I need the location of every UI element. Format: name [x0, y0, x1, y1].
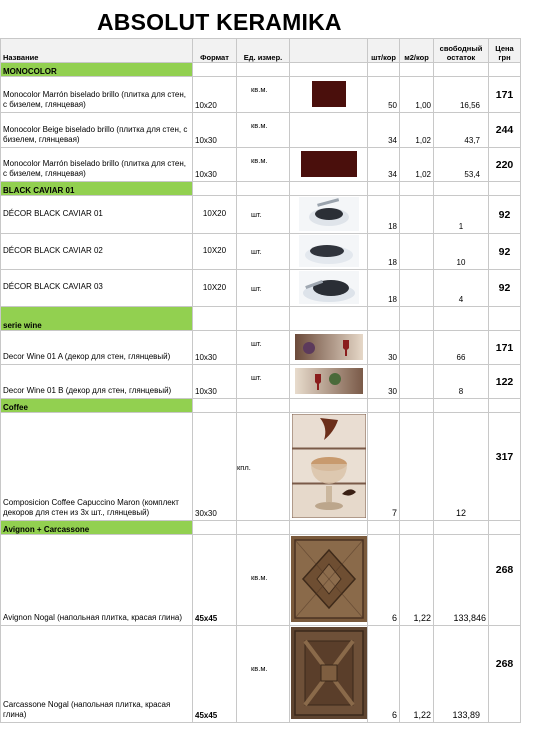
product-image [290, 331, 368, 365]
price: 92 [489, 234, 521, 270]
table-row [1, 113, 521, 148]
per-box: 50 [368, 77, 400, 113]
product-image [290, 113, 368, 148]
product-image [290, 270, 368, 307]
tile-swatch-brown [301, 151, 357, 177]
stock: 53,4 [434, 148, 489, 182]
per-box: 34 [368, 113, 400, 148]
product-format: 10X20 [193, 270, 237, 307]
m2-box: 1,02 [400, 113, 434, 148]
product-name: DÉCOR BLACK CAVIAR 01 [1, 196, 193, 234]
section-row [1, 307, 521, 331]
m2-box [400, 234, 434, 270]
per-box: 6 [368, 626, 400, 723]
price: 268 [489, 535, 521, 626]
price: 244 [489, 113, 521, 148]
price: 122 [489, 365, 521, 399]
product-format: 10X20 [193, 196, 237, 234]
m2-box [400, 331, 434, 365]
m2-box: 1,02 [400, 148, 434, 182]
price: 92 [489, 270, 521, 307]
product-unit: шт. [237, 270, 290, 307]
product-unit: кв.м. [237, 148, 290, 182]
table-row [1, 234, 521, 270]
product-format: 10x30 [193, 365, 237, 399]
product-name: Decor Wine 01 A (декор для стен, глянцевый) [1, 331, 193, 365]
m2-box [400, 413, 434, 521]
product-image [290, 365, 368, 399]
product-name: Decor Wine 01 B (декор для стен, глянцевый) [1, 365, 193, 399]
table-row [1, 196, 521, 234]
per-box: 30 [368, 365, 400, 399]
per-box: 7 [368, 413, 400, 521]
header-name: Название [1, 39, 193, 63]
product-format: 30x30 [193, 413, 237, 521]
product-unit: кв.м. [237, 77, 290, 113]
wine-decor-image [295, 334, 363, 360]
header-image [290, 39, 368, 63]
price: 171 [489, 331, 521, 365]
table-row [1, 626, 521, 723]
m2-box [400, 365, 434, 399]
product-format: 10x30 [193, 113, 237, 148]
product-name: Carcassone Nogal (напольная плитка, красая глина) [1, 626, 193, 723]
stock: 12 [434, 413, 489, 521]
section-title: BLACK CAVIAR 01 [1, 182, 193, 196]
product-image [290, 148, 368, 182]
price: 92 [489, 196, 521, 234]
product-name: Monocolor Marrón biselado brillo (плитка для стен, с бизелем, глянцевая) [1, 77, 193, 113]
table-row [1, 148, 521, 182]
price-table [0, 38, 521, 723]
m2-box [400, 196, 434, 234]
product-unit: кв.м. [237, 113, 290, 148]
section-row [1, 399, 521, 413]
product-name: Monocolor Beige biselado brillo (плитка для стен, с бизелем, глянцевая) [1, 113, 193, 148]
stock: 4 [434, 270, 489, 307]
header-unit: Ед. измер. [237, 39, 290, 63]
product-image [290, 626, 368, 723]
table-row [1, 77, 521, 113]
section-title: serie wine [1, 307, 193, 331]
product-format: 10x30 [193, 331, 237, 365]
tile-swatch-brown [312, 81, 346, 107]
section-title: Avignon + Carcassone [1, 521, 193, 535]
per-box: 18 [368, 196, 400, 234]
price: 171 [489, 77, 521, 113]
product-unit: кпл. [237, 413, 290, 521]
product-format: 45x45 [193, 626, 237, 723]
header-format: Формат [193, 39, 237, 63]
product-format: 45x45 [193, 535, 237, 626]
product-unit: шт. [237, 365, 290, 399]
product-unit: шт. [237, 331, 290, 365]
per-box: 18 [368, 270, 400, 307]
product-format: 10X20 [193, 234, 237, 270]
per-box: 18 [368, 234, 400, 270]
price: 317 [489, 413, 521, 521]
m2-box: 1,22 [400, 626, 434, 723]
stock: 16,56 [434, 77, 489, 113]
m2-box: 1,00 [400, 77, 434, 113]
product-image [290, 535, 368, 626]
floor-tile-image [291, 627, 367, 719]
section-title: MONOCOLOR [1, 63, 193, 77]
m2-box [400, 270, 434, 307]
per-box: 30 [368, 331, 400, 365]
product-name: Avignon Nogal (напольная плитка, красая глина) [1, 535, 193, 626]
stock: 133,89 [434, 626, 489, 723]
product-image [290, 196, 368, 234]
price: 220 [489, 148, 521, 182]
header-m2-box: м2/кор [400, 39, 434, 63]
table-row [1, 270, 521, 307]
header-stock: свободный остаток [434, 39, 489, 63]
document-title: ABSOLUT KERAMIKA [97, 9, 342, 35]
product-name: Monocolor Marrón biselado brillo (плитка для стен, с бизелем, глянцевая) [1, 148, 193, 182]
product-name: DÉCOR BLACK CAVIAR 02 [1, 234, 193, 270]
section-row [1, 521, 521, 535]
section-row [1, 63, 521, 77]
product-image [290, 413, 368, 521]
table-row [1, 535, 521, 626]
m2-box: 1,22 [400, 535, 434, 626]
stock: 8 [434, 365, 489, 399]
product-name: Composicion Coffee Capuccino Maron (комплект декоров для стен из 3х шт., глянцевый) [1, 413, 193, 521]
stock: 10 [434, 234, 489, 270]
header-price: Цена грн [489, 39, 521, 63]
caviar-bowl-image [299, 235, 359, 267]
table-row [1, 331, 521, 365]
product-unit: кв.м. [237, 535, 290, 626]
product-format: 10x30 [193, 148, 237, 182]
per-box: 34 [368, 148, 400, 182]
product-unit: шт. [237, 234, 290, 270]
stock: 1 [434, 196, 489, 234]
product-unit: кв.м. [237, 626, 290, 723]
caviar-bowl-image [299, 197, 359, 231]
product-unit: шт. [237, 196, 290, 234]
product-format: 10x20 [193, 77, 237, 113]
caviar-bowl-image [299, 271, 359, 304]
product-name: DÉCOR BLACK CAVIAR 03 [1, 270, 193, 307]
product-image [290, 234, 368, 270]
table-header-row [1, 39, 521, 63]
table-row [1, 413, 521, 521]
stock: 43,7 [434, 113, 489, 148]
floor-tile-image [291, 536, 367, 622]
price: 268 [489, 626, 521, 723]
coffee-decor-image [292, 414, 366, 518]
stock: 133,846 [434, 535, 489, 626]
section-row [1, 182, 521, 196]
per-box: 6 [368, 535, 400, 626]
section-title: Coffee [1, 399, 193, 413]
table-row [1, 365, 521, 399]
header-per-box: шт/кор [368, 39, 400, 63]
product-image [290, 77, 368, 113]
wine-decor-image [295, 368, 363, 394]
stock: 66 [434, 331, 489, 365]
